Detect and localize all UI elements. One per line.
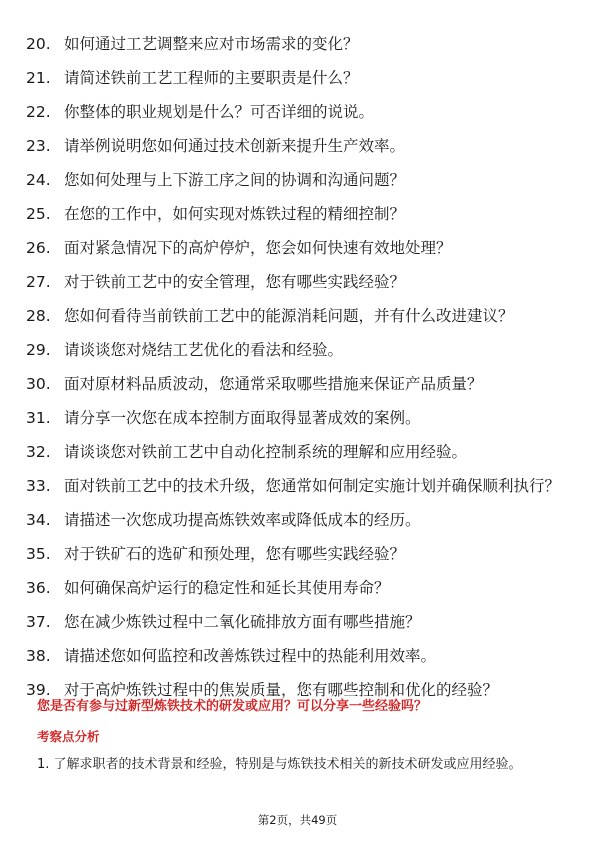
question-text: 对于铁前工艺中的安全管理，您有哪些实践经验？: [64, 273, 406, 291]
question-item: [0, 576, 595, 600]
question-list: [0, 32, 595, 712]
question-item: [0, 32, 595, 56]
question-text: 面对紧急情况下的高炉停炉，您会如何快速有效地处理？: [64, 239, 452, 257]
question-number: 36.: [26, 579, 51, 597]
question-item: [0, 66, 595, 90]
question-number: 28.: [26, 307, 51, 325]
question-number: 30.: [26, 375, 51, 393]
question-text: 请谈谈您对铁前工艺中自动化控制系统的理解和应用经验。: [64, 443, 468, 461]
question-text: 请描述一次您成功提高炼铁效率或降低成本的经历。: [64, 511, 421, 529]
question-text: 面对铁前工艺中的技术升级，您通常如何制定实施计划并确保顺利执行？: [64, 477, 561, 495]
question-text: 您如何看待当前铁前工艺中的能源消耗问题，并有什么改进建议？: [64, 307, 514, 325]
analysis-text: 1. 了解求职者的技术背景和经验，特别是与炼铁技术相关的新技术研发或应用经验。: [37, 757, 522, 772]
question-text: 请简述铁前工艺工程师的主要职责是什么？: [64, 69, 359, 87]
question-number: 25.: [26, 205, 51, 223]
question-number: 33.: [26, 477, 51, 495]
question-number: 34.: [26, 511, 51, 529]
question-number: 35.: [26, 545, 51, 563]
question-item: [0, 236, 595, 260]
question-item: [0, 372, 595, 396]
question-number: 24.: [26, 171, 51, 189]
question-item: [0, 304, 595, 328]
question-item: [0, 644, 595, 668]
question-item: [0, 610, 595, 634]
question-item: [0, 406, 595, 430]
question-item: [0, 202, 595, 226]
question-number: 29.: [26, 341, 51, 359]
question-text: 您在减少炼铁过程中二氧化硫排放方面有哪些措施？: [64, 613, 421, 631]
question-item: [0, 542, 595, 566]
page-footer: 第2页，共49页: [257, 813, 338, 827]
highlight-question: 您是否有参与过新型炼铁技术的研发或应用？可以分享一些经验吗？: [37, 699, 428, 714]
question-text: 如何确保高炉运行的稳定性和延长其使用寿命？: [64, 579, 390, 597]
section-title: 考察点分析: [37, 729, 100, 744]
question-item: [0, 474, 595, 498]
question-number: 39.: [26, 681, 51, 699]
question-number: 38.: [26, 647, 51, 665]
question-number: 27.: [26, 273, 51, 291]
question-item: [0, 168, 595, 192]
question-number: 20.: [26, 35, 51, 53]
question-text: 面对原材料品质波动，您通常采取哪些措施来保证产品质量？: [64, 375, 483, 393]
question-text: 对于铁矿石的选矿和预处理，您有哪些实践经验？: [64, 545, 406, 563]
question-text: 对于高炉炼铁过程中的焦炭质量，您有哪些控制和优化的经验？: [64, 681, 499, 699]
question-item: [0, 338, 595, 362]
question-item: [0, 134, 595, 158]
question-number: 37.: [26, 613, 51, 631]
question-text: 请描述您如何监控和改善炼铁过程中的热能利用效率。: [64, 647, 437, 665]
question-item: [0, 508, 595, 532]
question-number: 26.: [26, 239, 51, 257]
question-item: [0, 440, 595, 464]
question-item: [0, 270, 595, 294]
question-number: 22.: [26, 103, 51, 121]
question-text: 您如何处理与上下游工序之间的协调和沟通问题？: [64, 171, 406, 189]
question-number: 31.: [26, 409, 51, 427]
question-item: [0, 100, 595, 124]
question-number: 23.: [26, 137, 51, 155]
question-text: 你整体的职业规划是什么？可否详细的说说。: [64, 103, 375, 121]
question-text: 请分享一次您在成本控制方面取得显著成效的案例。: [64, 409, 421, 427]
question-number: 32.: [26, 443, 51, 461]
question-text: 如何通过工艺调整来应对市场需求的变化？: [64, 35, 359, 53]
question-text: 请谈谈您对烧结工艺优化的看法和经验。: [64, 341, 344, 359]
question-text: 请举例说明您如何通过技术创新来提升生产效率。: [64, 137, 406, 155]
question-number: 21.: [26, 69, 51, 87]
question-text: 在您的工作中，如何实现对炼铁过程的精细控制？: [64, 205, 406, 223]
